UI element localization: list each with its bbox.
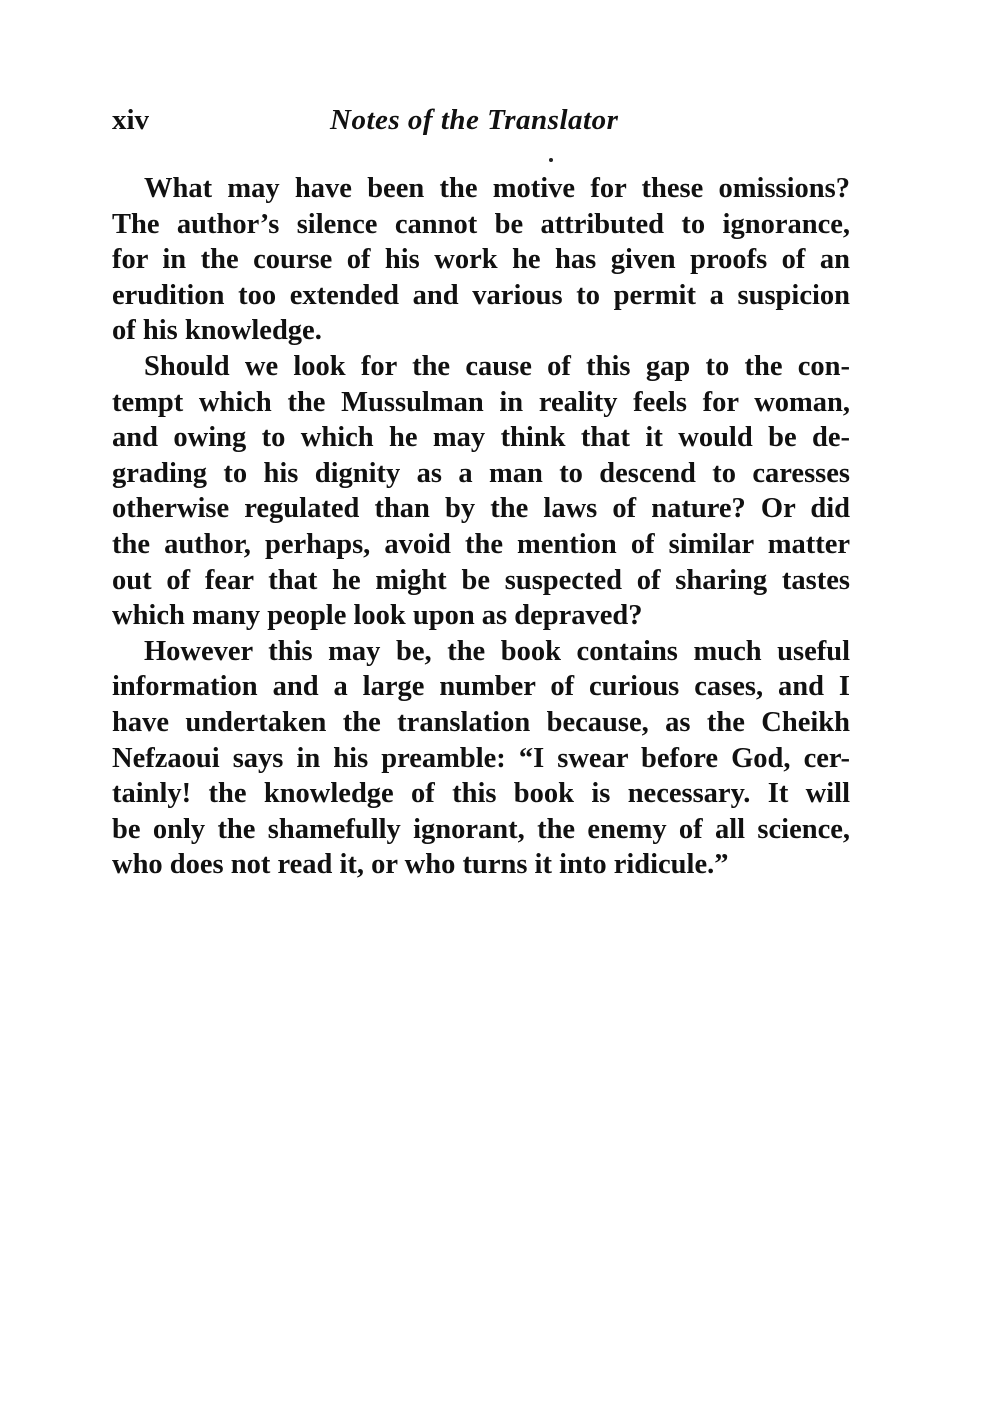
text-line: tainly! the knowledge of this book is necessary. It will xyxy=(112,778,850,810)
text-line: grading to his dignity as a man to descend to caresses xyxy=(112,457,850,489)
text-line: information and a large number of curious cases, and I xyxy=(112,671,850,703)
text-line: Nefzaoui says in his preamble: “I swear before God, cer- xyxy=(112,742,850,774)
running-head xyxy=(112,100,852,140)
text-line: out of fear that he might be suspected of sharing tastes xyxy=(112,564,850,596)
text-line: for in the course of his work he has given proofs of an xyxy=(112,244,850,276)
running-title: Notes of the Translator xyxy=(330,104,619,136)
body-text xyxy=(112,171,850,883)
text-line: otherwise regulated than by the laws of nature? Or did xyxy=(112,493,850,525)
text-line: However this may be, the book contains much useful xyxy=(144,635,850,667)
text-line: Should we look for the cause of this gap to the con- xyxy=(144,350,850,382)
paragraph-2 xyxy=(112,349,850,634)
text-line: have undertaken the translation because, as the Cheikh xyxy=(112,706,850,738)
text-line: of his knowledge. xyxy=(112,315,322,347)
text-line: tempt which the Mussulman in reality feels for woman, xyxy=(112,386,850,418)
text-line: and owing to which he may think that it would be de- xyxy=(112,422,850,454)
paragraph-3 xyxy=(112,634,850,883)
text-line: who does not read it, or who turns it into ridicule.” xyxy=(112,849,729,881)
text-line: be only the shamefully ignorant, the enemy of all science, xyxy=(112,813,850,845)
text-line: The author’s silence cannot be attributed to ignorance, xyxy=(112,208,850,240)
text-line: the author, perhaps, avoid the mention of similar matter xyxy=(112,528,850,560)
text-line: What may have been the motive for these omissions? xyxy=(144,173,850,204)
paragraph-1 xyxy=(112,171,850,349)
print-speck xyxy=(549,158,553,162)
text-line: which many people look upon as depraved? xyxy=(112,600,643,632)
text-line: erudition too extended and various to permit a suspicion xyxy=(112,279,850,311)
page-number: xiv xyxy=(112,104,150,136)
